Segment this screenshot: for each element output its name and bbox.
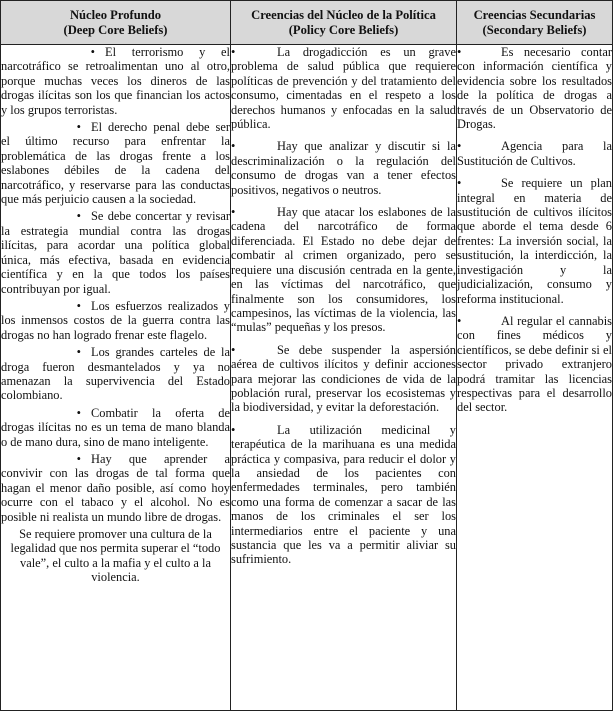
secondary-item: • Agencia para la Sustitución de Cultivos. [457, 139, 612, 168]
header-policy-core [231, 1, 457, 45]
policy-core-item: • Hay que atacar los eslabones de la cadena del narcotráfico de forma diferenciada. El Estado no debe dejar de combatir al crimen organizado, pero se requiere una discusión centrada en la gente, en las víctimas del narcotráfico, que finalmente son los consumidores, los campesinos, las víctimas de la violencia, las “mulas” pequeñas y los presos. [231, 205, 456, 335]
deep-core-cell [1, 45, 231, 711]
deep-core-item: • Los esfuerzos realizados y los inmensos costos de la guerra contra las drogas no han logrado frenar este flagelo. [1, 298, 230, 342]
deep-core-item: • Se debe concertar y revisar la estrategia mundial contra las drogas ilícitas, para acordar una política global única, más efectiva, basada en evidencia científica y en la que todos los países contribuyan por igual. [1, 209, 230, 296]
secondary-item: • Es necesario contar con información científica y evidencia sobre los resultados de la política de drogas a través de un Observatorio de Drogas. [457, 45, 612, 132]
header-deep-core [1, 1, 231, 45]
secondary-cell [457, 45, 613, 711]
header-row [1, 1, 613, 45]
deep-core-item: • Hay que aprender a convivir con las drogas de tal forma que hagan el menor daño posible, así como hoy ocurre con el tabaco y el alcohol. No es posible ni realista un mundo libre de drogas. [1, 451, 230, 524]
header-deep-core-title: Núcleo Profundo [69, 7, 162, 22]
header-policy-core-subtitle: (Policy Core Beliefs) [288, 22, 399, 37]
secondary-item: • Al regular el cannabis con fines médicos y científicos, se debe definir si el sector privado extranjero podrá tramitar las licencias respectivas para el desarrollo del sector. [457, 313, 612, 415]
policy-core-item: • La utilización medicinal y terapéutica de la marihuana es una medida práctica y compasiva, para reducir el dolor y la ansiedad de los pacientes con enfermedades terminales, pero también como una forma de comenzar a sacar de las manos de los criminales el ser los intermediarios entre el paciente y una sustancia que les va a permitir aliviar su sufrimiento. [231, 422, 456, 567]
header-secondary-title: Creencias Secundarias [473, 7, 596, 22]
header-secondary [457, 1, 613, 45]
deep-core-item: • Combatir la oferta de drogas ilícitas no es un tema de mano blanda o de mano dura, sino de mano inteligente. [1, 405, 230, 449]
header-policy-core-title: Creencias del Núcleo de la Política [251, 7, 436, 22]
policy-core-item: • Hay que analizar y discutir si la descriminalización o la regulación del consumo de drogas van a tener efectos positivos, negativos o neutros. [231, 139, 456, 197]
header-deep-core-subtitle: (Deep Core Beliefs) [63, 22, 168, 37]
policy-core-cell [231, 45, 457, 711]
deep-core-item: • Los grandes carteles de la droga fueron desmantelados y ya no amenazan la supervivencia del Estado colombiano. [1, 345, 230, 403]
header-secondary-subtitle: (Secondary Beliefs) [482, 22, 587, 37]
deep-core-closing: Se requiere promover una cultura de la legalidad que nos permita superar el “todo vale”, el culto a la mafia y el culto a la violencia. [10, 527, 221, 585]
deep-core-item: • El terrorismo y el narcotráfico se retroalimentan uno al otro, porque muchas veces los dineros de las drogas ilícitas son los que financian los actos y los grupos terroristas. [1, 45, 230, 117]
secondary-item: • Se requiere un plan integral en materia de sustitución de cultivos ilícitos que aborde el tema desde 6 frentes: La inversión social, la sustitución, la interdicción, la investigación y la judicialización, consumo y reforma institucional. [457, 176, 612, 306]
content-row [1, 45, 613, 711]
policy-core-item: • La drogadicción es un grave problema de salud pública que requiere políticas de prevención y del tratamiento del consumo, cimentadas en el respeto a los derechos humanos y enfocadas en la salud pública. [231, 45, 456, 132]
deep-core-item: • El derecho penal debe ser el último recurso para enfrentar la problemática de las drogas frente a los eslabones débiles de la cadena del narcotráfico, y reservarse para las conductas que más perjuicio causen a la sociedad. [1, 120, 230, 207]
policy-core-item: • Se debe suspender la aspersión aérea de cultivos ilícitos y definir acciones para mejorar las condiciones de vida de la población rural, preservar los ecosistemas y la biodiversidad, y evitar la deforestación. [231, 342, 456, 415]
